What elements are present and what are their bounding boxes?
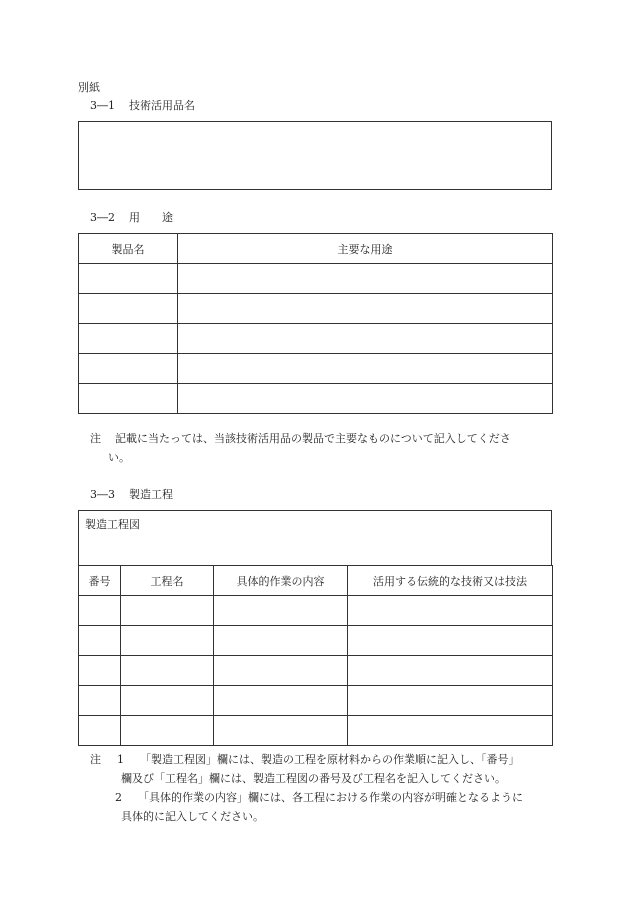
usage-cell-usage[interactable] — [178, 354, 553, 384]
section1-title: 技術活用品名 — [129, 99, 195, 112]
usage-cell-usage[interactable] — [178, 264, 553, 294]
table-row — [79, 264, 553, 294]
column-header-process-name: 工程名 — [121, 566, 214, 596]
table-row — [79, 656, 553, 686]
section2-title-part1: 用 — [129, 211, 140, 224]
section3-heading — [90, 487, 173, 503]
section3-note-1-number: 1 — [117, 753, 124, 766]
table-row — [79, 354, 553, 384]
section2-number: 3―2 — [90, 211, 115, 224]
section2-heading — [90, 210, 173, 226]
section3-note-2-line1: 「具体的作業の内容」欄には、各工程における作業の内容が明確となるように — [138, 791, 523, 804]
process-diagram-box[interactable] — [78, 510, 552, 566]
usage-table-header — [79, 234, 553, 264]
column-header-main-usage: 主要な用途 — [178, 234, 553, 264]
section2-note — [90, 429, 511, 467]
process-cell-technique[interactable] — [348, 716, 553, 746]
usage-cell-product[interactable] — [79, 324, 178, 354]
attachment-label: 別紙 — [78, 81, 100, 94]
process-cell-content[interactable] — [214, 626, 348, 656]
usage-cell-product[interactable] — [79, 294, 178, 324]
section3-note-2-line2: 具体的に記入してください。 — [121, 810, 264, 823]
usage-cell-usage[interactable] — [178, 294, 553, 324]
table-row — [79, 596, 553, 626]
process-table-header — [79, 566, 553, 596]
process-cell-number[interactable] — [79, 686, 121, 716]
table-row — [79, 384, 553, 414]
process-cell-content[interactable] — [214, 596, 348, 626]
column-header-product-name: 製品名 — [79, 234, 178, 264]
process-cell-number[interactable] — [79, 626, 121, 656]
process-cell-content[interactable] — [214, 716, 348, 746]
section2-title-part2: 途 — [162, 211, 173, 224]
table-row — [79, 716, 553, 746]
process-table — [78, 565, 553, 746]
section3-note-label: 注 — [90, 753, 101, 766]
process-cell-number[interactable] — [79, 596, 121, 626]
section3-title: 製造工程 — [129, 488, 173, 501]
section3-note-2-cont — [90, 807, 523, 826]
process-cell-content[interactable] — [214, 686, 348, 716]
process-cell-content[interactable] — [214, 656, 348, 686]
section2-note-label: 注 — [90, 432, 101, 445]
process-cell-technique[interactable] — [348, 596, 553, 626]
usage-cell-usage[interactable] — [178, 324, 553, 354]
section3-note-1-line1: 「製造工程図」欄には、製造の工程を原材料からの作業順に記入し、「番号」 — [140, 753, 520, 766]
section3-note-2 — [90, 788, 523, 807]
table-row — [79, 626, 553, 656]
section1-heading — [90, 98, 195, 114]
usage-cell-usage[interactable] — [178, 384, 553, 414]
section3-note-1 — [90, 750, 523, 769]
section2-note-line1: 記載に当たっては、当該技術活用品の製品で主要なものについて記入してくださ — [115, 432, 511, 445]
usage-cell-product[interactable] — [79, 264, 178, 294]
usage-cell-product[interactable] — [79, 384, 178, 414]
column-header-technique: 活用する伝統的な技術又は技法 — [348, 566, 553, 596]
process-cell-technique[interactable] — [348, 626, 553, 656]
section3-note-1-line2: 欄及び「工程名」欄には、製造工程図の番号及び工程名を記入してください。 — [121, 772, 506, 785]
process-cell-technique[interactable] — [348, 656, 553, 686]
section3-number: 3―3 — [90, 488, 115, 501]
process-cell-name[interactable] — [121, 656, 214, 686]
process-cell-name[interactable] — [121, 626, 214, 656]
process-cell-technique[interactable] — [348, 686, 553, 716]
process-cell-number[interactable] — [79, 716, 121, 746]
usage-cell-product[interactable] — [79, 354, 178, 384]
process-cell-name[interactable] — [121, 686, 214, 716]
table-row — [79, 324, 553, 354]
process-diagram-label: 製造工程図 — [85, 518, 140, 531]
usage-table — [78, 233, 553, 414]
process-cell-name[interactable] — [121, 716, 214, 746]
table-row — [79, 294, 553, 324]
column-header-work-content: 具体的作業の内容 — [214, 566, 348, 596]
section3-note-2-number: 2 — [115, 791, 122, 804]
section3-notes — [90, 750, 523, 826]
process-cell-number[interactable] — [79, 656, 121, 686]
section3-note-1-cont — [90, 769, 523, 788]
product-name-box[interactable] — [78, 121, 552, 190]
section2-note-line2: い。 — [108, 451, 130, 464]
process-cell-name[interactable] — [121, 596, 214, 626]
column-header-number: 番号 — [79, 566, 121, 596]
section1-number: 3―1 — [90, 99, 115, 112]
table-row — [79, 686, 553, 716]
